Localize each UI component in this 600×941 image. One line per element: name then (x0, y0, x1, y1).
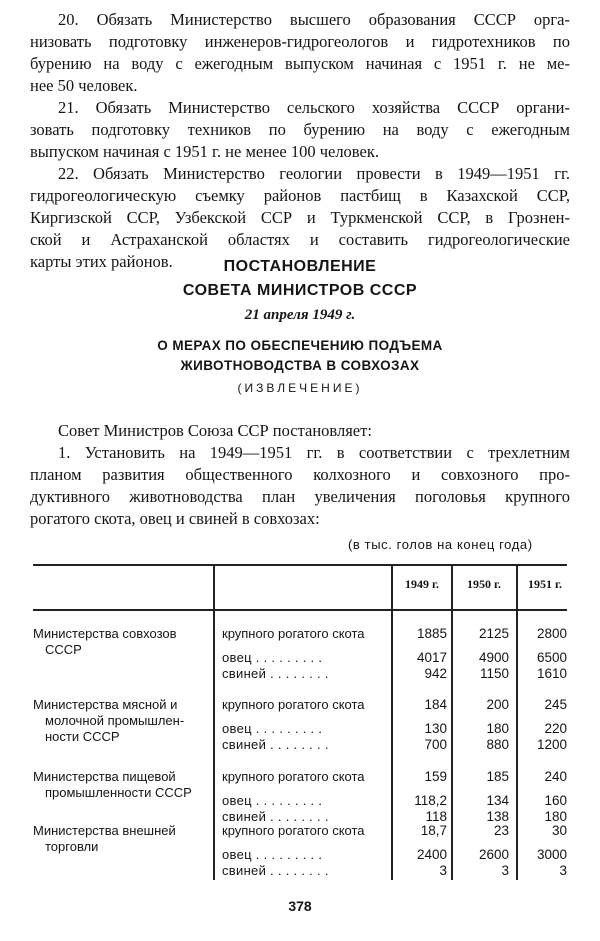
table-cell-value: 160 (544, 793, 567, 808)
table-cell-value: 240 (544, 769, 567, 784)
body-intro: Совет Министров Союза ССР постановляет: (58, 421, 372, 440)
paragraph-line: бурению на воду с ежегодным выпуском начиная с 1951 г. не ме- (30, 54, 570, 73)
livestock-type: овец . . . . . . . . . (222, 793, 323, 808)
livestock-type: крупного рогатого скота (222, 697, 365, 712)
organization-name: Министерства совхозов (33, 626, 177, 641)
table-cell-value: 4900 (478, 650, 509, 665)
table-cell-value: 180 (486, 721, 509, 736)
table-cell-value: 180 (544, 809, 567, 824)
livestock-type: свиней . . . . . . . . (222, 666, 329, 681)
table-cell-value: 1610 (536, 666, 567, 681)
table-cell-value: 3 (439, 863, 447, 878)
table-cell-value: 880 (486, 737, 509, 752)
table-cell-value: 184 (424, 697, 447, 712)
table-cell-value: 1150 (479, 666, 509, 681)
paragraph-line: 1. Установить на 1949—1951 гг. в соответствии с трехлетним (58, 443, 570, 462)
table-cell-value: 1200 (536, 737, 567, 752)
decree-subtitle-1: О МЕРАХ ПО ОБЕСПЕЧЕНИЮ ПОДЪЕМА (157, 338, 443, 353)
livestock-type: крупного рогатого скота (222, 626, 365, 641)
table-cell-value: 134 (486, 793, 509, 808)
paragraph-line: гидрогеологическую съемку районов пастбищ в Казахской ССР, (30, 186, 570, 205)
livestock-type: крупного рогатого скота (222, 823, 365, 838)
organization-name: Министерства внешней (33, 823, 176, 838)
table-top-rule (33, 564, 567, 566)
table-cell-value: 23 (493, 823, 509, 838)
table-cell-value: 4017 (416, 650, 447, 665)
decree-title: ПОСТАНОВЛЕНИЕ (223, 258, 377, 275)
livestock-type: овец . . . . . . . . . (222, 650, 323, 665)
livestock-type: овец . . . . . . . . . (222, 721, 323, 736)
table-cell-value: 118,2 (414, 793, 447, 808)
table-cell-value: 3 (559, 863, 567, 878)
table-cell-value: 130 (424, 721, 447, 736)
table-cell-value: 1885 (416, 626, 447, 641)
livestock-type: овец . . . . . . . . . (222, 847, 323, 862)
organization-name: промышленности СССР (45, 785, 192, 800)
organization-name: торговли (45, 839, 99, 854)
table-cell-value: 185 (486, 769, 509, 784)
paragraph-line: выпуском начиная с 1951 г. не менее 100 человек. (30, 142, 379, 161)
organization-name: ности СССР (45, 729, 120, 744)
table-cell-value: 2125 (478, 626, 509, 641)
table-cell-value: 3000 (536, 847, 567, 862)
paragraph-line: дуктивного животноводства план увеличения поголовья крупного (30, 487, 570, 506)
decree-issuer: СОВЕТА МИНИСТРОВ СССР (182, 282, 418, 299)
organization-name: Министерства мясной и (33, 697, 178, 712)
table-cell-value: 942 (424, 666, 447, 681)
year-header-1951: 1951 г. (527, 577, 563, 591)
table-header-rule (33, 609, 567, 611)
table-cell-value: 220 (544, 721, 567, 736)
paragraph-line: планом развития общественного колхозного и совхозного про- (30, 465, 570, 484)
paragraph-line: нее 50 человек. (30, 76, 138, 95)
paragraph-line: 22. Обязать Министерство геологии провести в 1949—1951 гг. (58, 164, 570, 183)
organization-name: СССР (45, 642, 82, 657)
paragraph-line: Киргизской ССР, Узбекской ССР и Туркменской ССР, в Грознен- (30, 208, 570, 227)
extract-label: (ИЗВЛЕЧЕНИЕ) (237, 381, 363, 395)
column-divider (213, 566, 215, 880)
paragraph-line: низовать подготовку инженеров-гидрогеологов и гидротехников по (30, 32, 570, 51)
organization-name: Министерства пищевой (33, 769, 176, 784)
table-cell-value: 2400 (416, 847, 447, 862)
table-cell-value: 118 (425, 809, 447, 824)
table-cell-value: 200 (486, 697, 509, 712)
year-header-1949: 1949 г. (404, 577, 440, 591)
paragraph-line: рогатого скота, овец и свиней в совхозах: (30, 509, 320, 528)
page-number: 378 (288, 898, 312, 914)
table-cell-value: 138 (486, 809, 509, 824)
table-cell-value: 3 (501, 863, 509, 878)
livestock-type: свиней . . . . . . . . (222, 737, 329, 752)
table-cell-value: 245 (544, 697, 567, 712)
decree-subtitle-2: ЖИВОТНОВОДСТВА В СОВХОЗАХ (180, 358, 420, 373)
decree-date: 21 апреля 1949 г. (244, 307, 356, 323)
table-cell-value: 30 (551, 823, 567, 838)
paragraph-line: 21. Обязать Министерство сельского хозяйства СССР органи- (58, 98, 570, 117)
table-cell-value: 18,7 (420, 823, 447, 838)
year-header-1950: 1950 г. (466, 577, 502, 591)
paragraph-line: зовать подготовку техников по бурению на воду с ежегодным (30, 120, 570, 139)
paragraph-line: 20. Обязать Министерство высшего образования СССР орга- (58, 10, 570, 29)
table-cell-value: 2800 (536, 626, 567, 641)
table-unit-note: (в тыс. голов на конец года) (348, 537, 533, 552)
paragraph-line: карты этих районов. (30, 252, 173, 271)
livestock-type: свиней . . . . . . . . (222, 809, 329, 824)
organization-name: молочной промышлен- (45, 713, 185, 728)
table-cell-value: 2600 (478, 847, 509, 862)
table-cell-value: 700 (424, 737, 447, 752)
table-cell-value: 6500 (536, 650, 567, 665)
table-cell-value: 159 (424, 769, 447, 784)
livestock-type: крупного рогатого скота (222, 769, 365, 784)
livestock-type: свиней . . . . . . . . (222, 863, 329, 878)
paragraph-line: ской и Астраханской областях и составить гидрогеологические (30, 230, 570, 249)
